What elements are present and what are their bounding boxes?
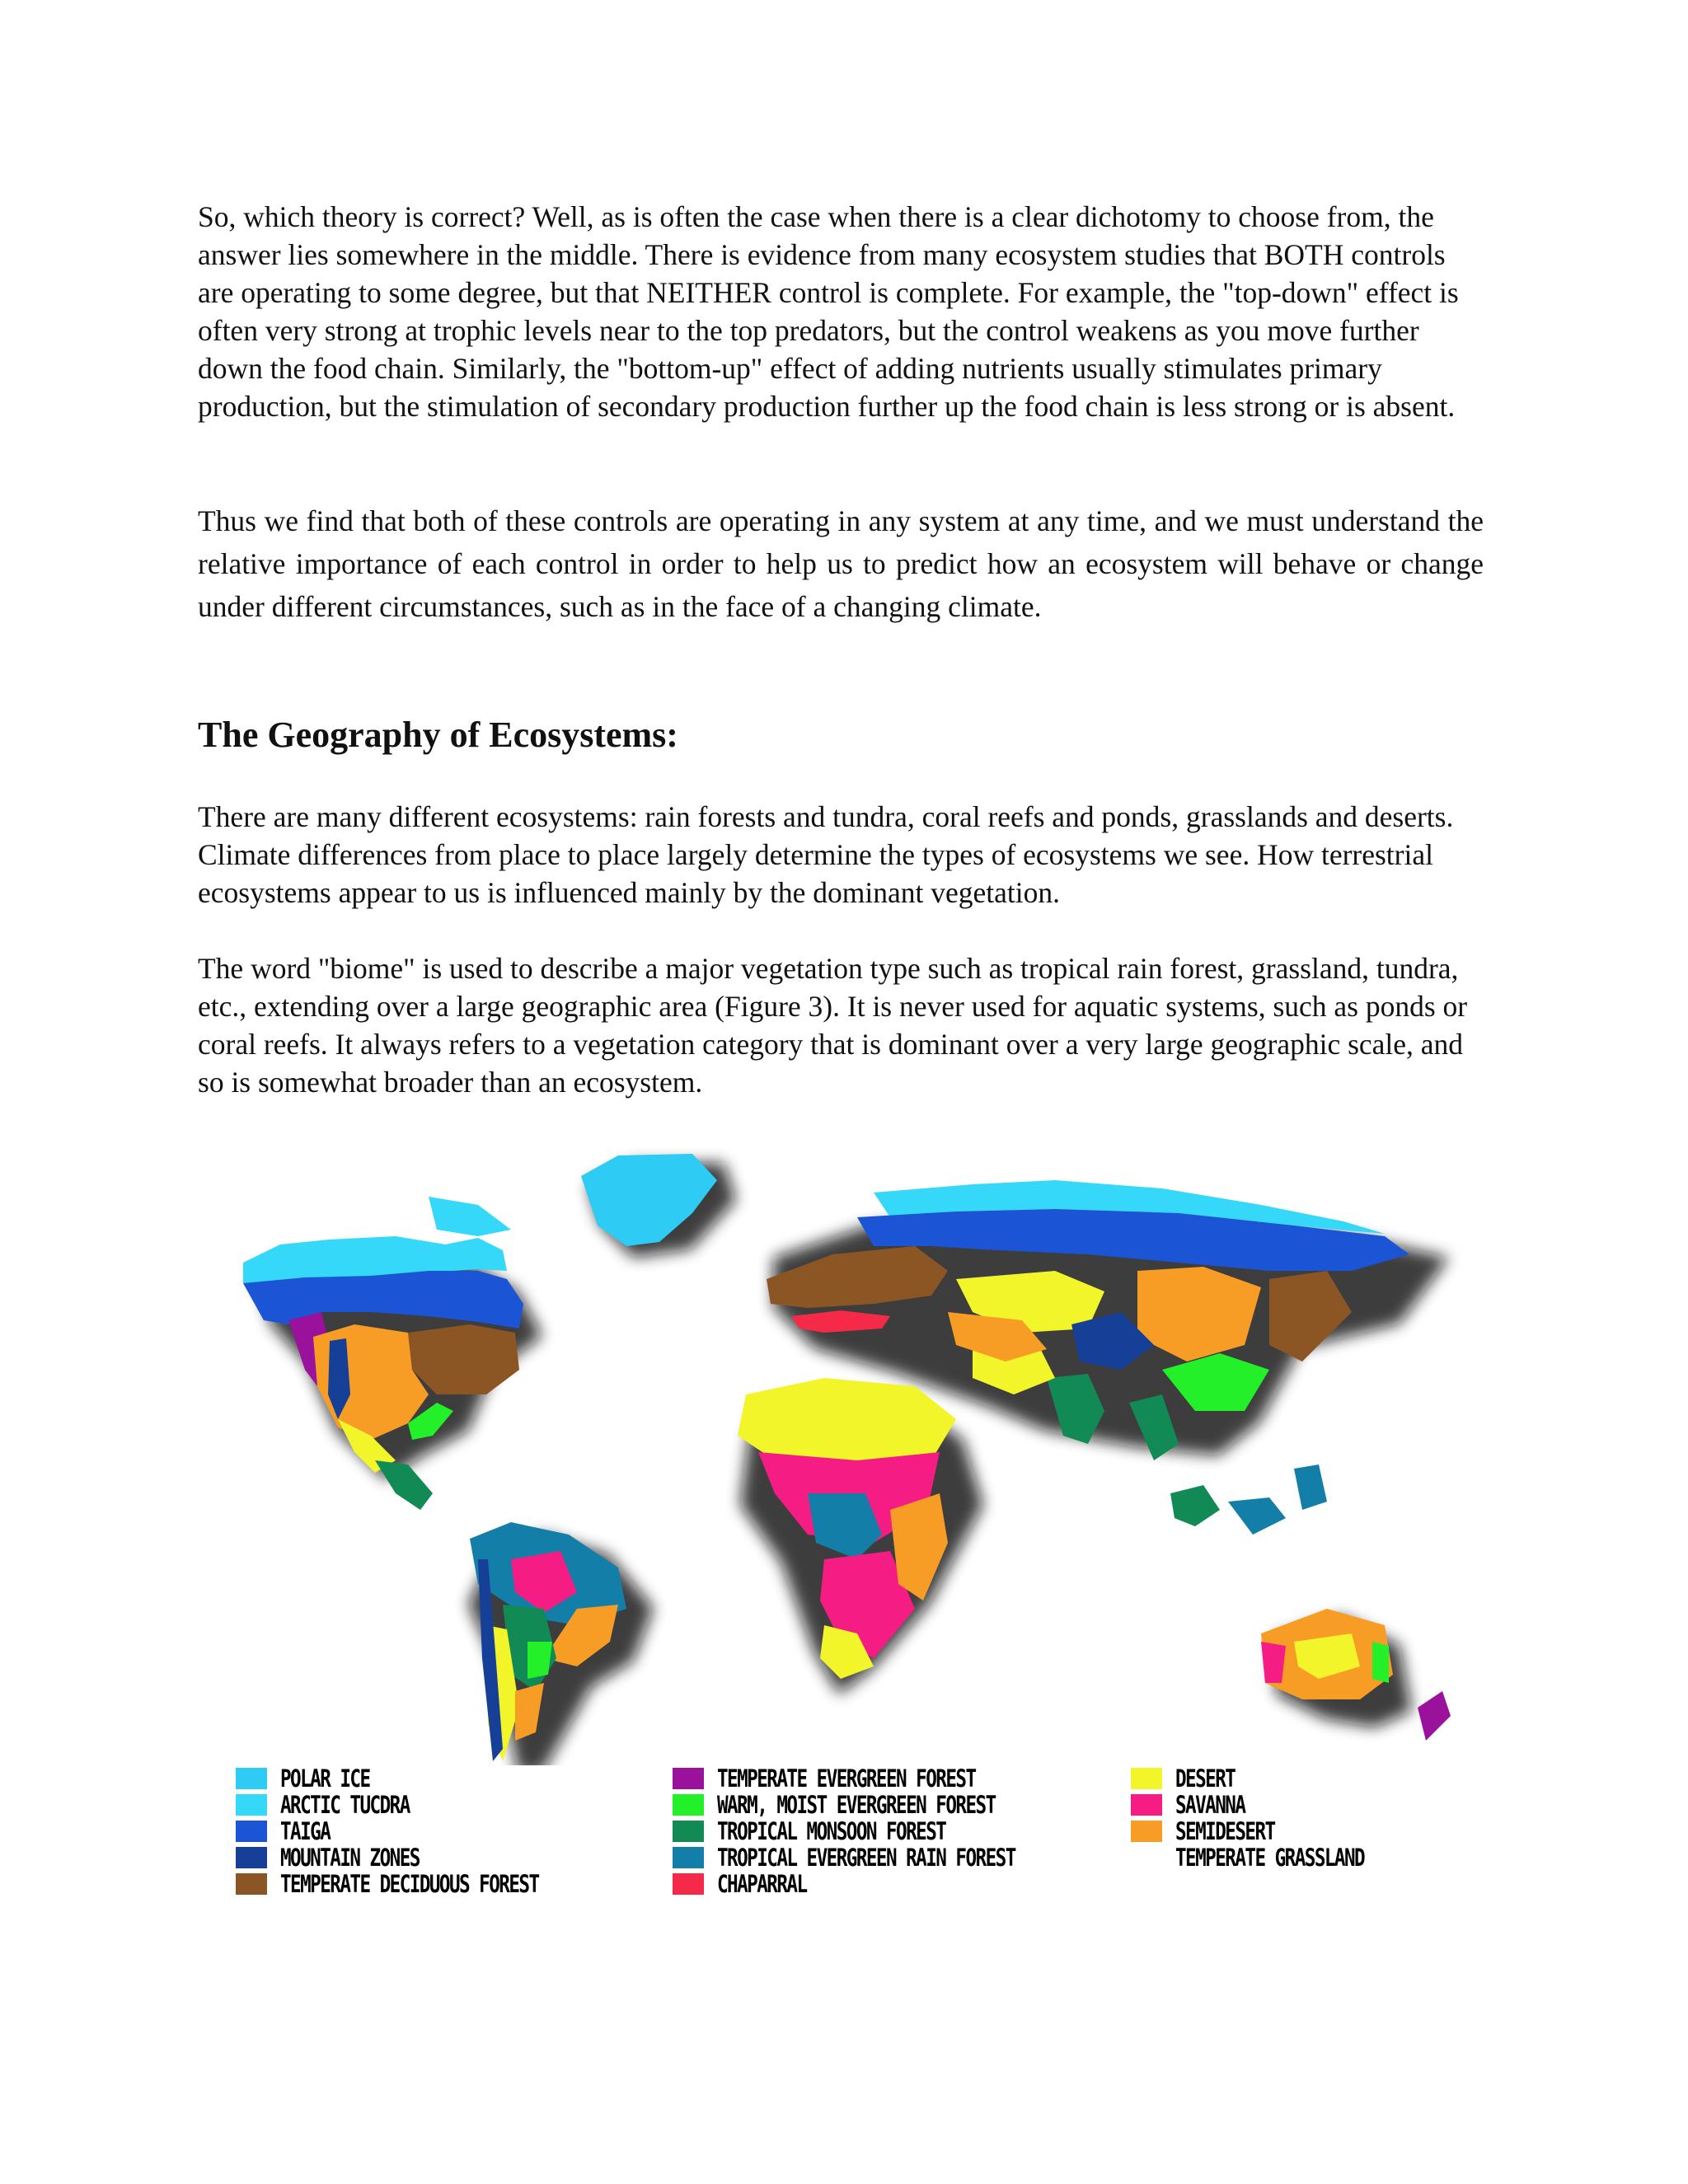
legend-item (673, 1844, 1100, 1870)
legend-item (236, 1765, 395, 1791)
legend-label: TEMPERATE GRASSLAND (1175, 1843, 1365, 1872)
legend-item (673, 1792, 1074, 1817)
paragraph-ecosystems: There are many different ecosystems: rain forests and tundra, coral reefs and ponds, grasslands and deserts. Climate differences from place to place largely determine the types of ecosystems we see. How terrestrial ecosystems appear to us is influenced mainly by the dominant vegetation. (198, 800, 1454, 909)
legend-label: MOUNTAIN ZONES (280, 1843, 420, 1872)
legend-label: POLAR ICE (280, 1764, 370, 1793)
legend-item (1131, 1844, 1418, 1870)
swatch (673, 1768, 704, 1789)
map-legend (236, 1765, 1472, 1905)
swatch (1131, 1794, 1162, 1816)
swatch (673, 1847, 704, 1868)
legend-label: TROPICAL MONSOON FOREST (717, 1816, 946, 1845)
legend-item (673, 1871, 832, 1896)
swatch (673, 1794, 704, 1816)
se-asia-islands (1170, 1465, 1327, 1535)
paragraph-controls: Thus we find that both of these controls are operating in any system at any time, and we must understand the relative importance of each control in order to help us to predict how an ecosystem will behave or change under different circumstances, such as in the face of a changing climate. (198, 504, 1484, 623)
legend-item (1131, 1818, 1303, 1844)
legend-label: TEMPERATE DECIDUOUS FOREST (280, 1869, 539, 1898)
legend-item (236, 1818, 344, 1844)
swatch (236, 1873, 267, 1895)
swatch (1131, 1821, 1162, 1842)
swatch (673, 1873, 704, 1895)
legend-label: ARCTIC TUCDRA (280, 1790, 410, 1819)
legend-label: CHAPARRAL (717, 1869, 807, 1898)
paragraph-theory: So, which theory is correct? Well, as is often the case when there is a clear dichotomy to choose from, the answer lies somewhere in the middle. There is evidence from many ecosystem studies that BOTH controls are operating to some degree, but that NEITHER control is complete. For example, the "top-down" effect is often very strong at trophic levels near to the top predators, but the control weakens as you move further down the food chain. Similarly, the "bottom-up" effect of adding nutrients usually stimulates primary production, but the stimulation of secondary production further up the food chain is less strong or is absent. (198, 200, 1459, 423)
paragraph-biome: The word "biome" is used to describe a major vegetation type such as tropical rain forest, grassland, tundra, etc., extending over a large geographic area (Figure 3). It is never used for aquatic systems, such as ponds or coral reefs. It always refers to a vegetation category that is dominant over a very large geographic scale, and so is somewhat broader than an ecosystem. (198, 952, 1468, 1099)
new-zealand (1418, 1691, 1451, 1741)
legend-label: WARM, MOIST EVERGREEN FOREST (717, 1790, 996, 1819)
north-america (243, 1197, 523, 1510)
legend-label: TROPICAL EVERGREEN RAIN FOREST (717, 1843, 1015, 1872)
legend-item (1131, 1792, 1264, 1817)
legend-label: DESERT (1175, 1764, 1236, 1793)
legend-label: TAIGA (280, 1816, 331, 1845)
legend-label: TEMPERATE EVERGREEN FOREST (717, 1764, 976, 1793)
legend-item (1131, 1765, 1252, 1791)
swatch (1131, 1768, 1162, 1789)
swatch (673, 1821, 704, 1842)
legend-label: SAVANNA (1175, 1790, 1245, 1819)
legend-item (236, 1844, 458, 1870)
swatch (236, 1794, 267, 1816)
legend-item (236, 1871, 612, 1896)
legend-item (236, 1792, 446, 1817)
swatch (236, 1821, 267, 1842)
legend-item (673, 1818, 1010, 1844)
swatch (236, 1768, 267, 1789)
swatch (1131, 1847, 1162, 1868)
swatch (236, 1847, 267, 1868)
legend-item (673, 1765, 1048, 1791)
australia (1261, 1609, 1393, 1699)
section-heading: The Geography of Ecosystems: (198, 715, 678, 755)
legend-label: SEMIDESERT (1175, 1816, 1275, 1845)
biome-world-map (231, 1147, 1467, 1765)
